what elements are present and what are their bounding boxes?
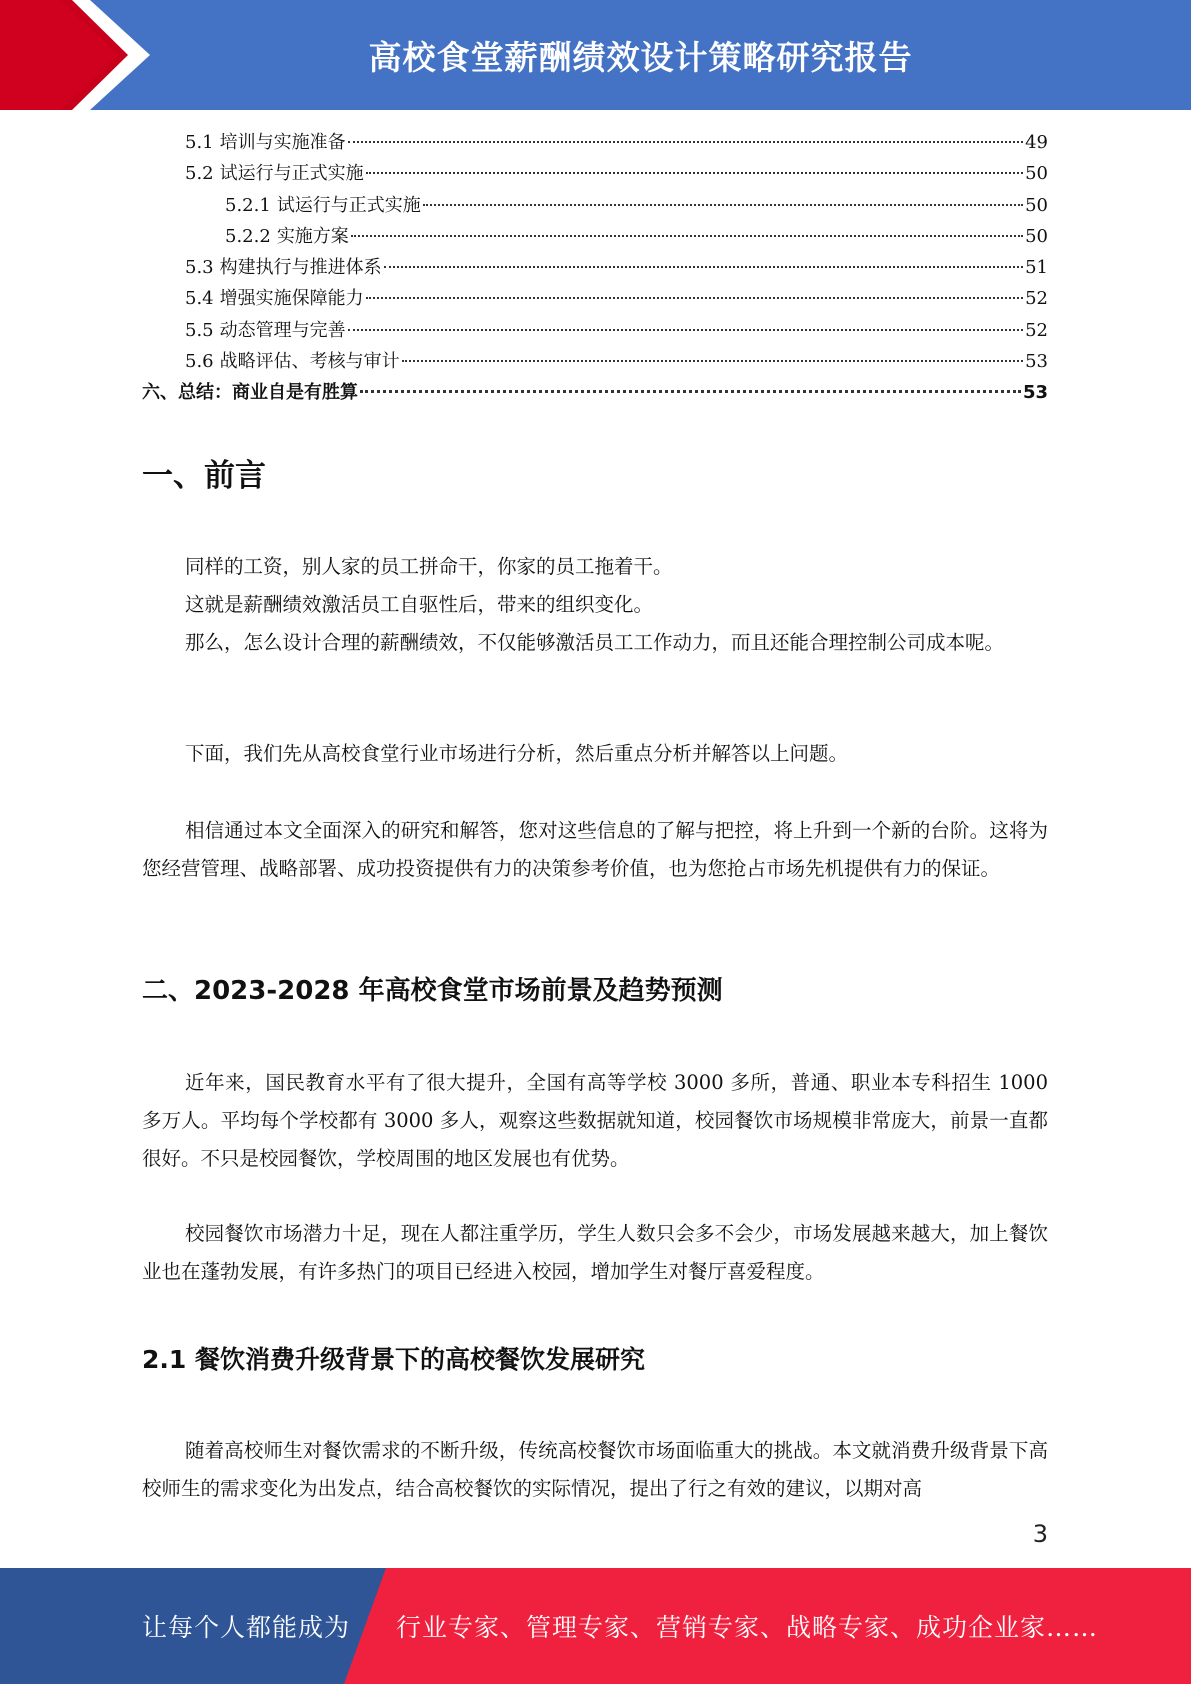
toc-entry-number: 5.5 [185,319,214,341]
toc-entry-number: 5.2 [185,163,214,185]
section-heading-market: 二、2023-2028 年高校食堂市场前景及趋势预测 [142,976,723,1006]
toc-entry-title: 六、总结：商业自是有胜算 [142,382,358,404]
footer-slogan-left: 让每个人都能成为 [142,1613,351,1642]
subsection-heading: 2.1 餐饮消费升级背景下的高校餐饮发展研究 [142,1345,645,1374]
paragraph: 同样的工资，别人家的员工拼命干，你家的员工拖着干。 [185,555,673,578]
toc-dot-leader [366,297,1023,299]
toc-entry[interactable] [142,128,1048,159]
toc-entry-page: 49 [1025,132,1048,153]
page-number: 3 [1032,1520,1048,1548]
footer-slogan-right: 行业专家、管理专家、营销专家、战略专家、成功企业家…… [396,1613,1099,1642]
toc-dot-leader [360,390,1021,393]
paragraph: 这就是薪酬绩效激活员工自驱性后，带来的组织变化。 [185,593,654,616]
toc-entry-title: 构建执行与推进体系 [219,257,382,279]
toc-entry-page: 53 [1022,382,1048,404]
paragraph: 相信通过本文全面深入的研究和解答，您对这些信息的了解与把控，将上升到一个新的台阶。这将为您经营管理、战略部署、成功投资提供有力的决策参考价值，也为您抢占市场先机提供有力的保证。 [142,819,1048,880]
toc-entry-page: 52 [1025,288,1048,310]
toc-entry[interactable] [142,284,1048,315]
toc-entry-title: 试运行与正式实施 [219,163,364,185]
header-red-arrow-decoration [0,0,150,110]
toc-entry-number: 5.2.1 [225,194,271,216]
toc-entry-title: 试运行与正式实施 [276,194,421,216]
toc-entry[interactable] [142,316,1048,347]
toc-entry-title: 培训与实施准备 [219,132,346,153]
page-footer [0,1568,1191,1684]
document-title: 高校食堂薪酬绩效设计策略研究报告 [368,37,913,77]
toc-dot-leader [423,204,1023,206]
paragraph: 那么，怎么设计合理的薪酬绩效，不仅能够激活员工工作动力，而且还能合理控制公司成本呢。 [185,631,1005,654]
toc-entry-number: 5.3 [185,257,214,279]
toc-dot-leader [384,266,1023,268]
toc-entry-page: 50 [1025,163,1048,185]
toc-dot-leader [348,141,1023,143]
paragraph: 随着高校师生对餐饮需求的不断升级，传统高校餐饮市场面临重大的挑战。本文就消费升级背景下高校师生的需求变化为出发点，结合高校餐饮的实际情况，提出了行之有效的建议，以期对高 [142,1439,1048,1500]
toc-entry[interactable] [142,159,1048,190]
paragraph: 校园餐饮市场潜力十足，现在人都注重学历，学生人数只会多不会少，市场发展越来越大，加上餐饮业也在蓬勃发展，有许多热门的项目已经进入校园，增加学生对餐厅喜爱程度。 [142,1222,1048,1283]
section-heading-preface: 一、前言 [142,458,266,494]
toc-dot-leader [351,235,1023,237]
toc-entry[interactable] [142,191,1048,222]
toc-entry[interactable] [142,222,1048,253]
paragraph: 下面，我们先从高校食堂行业市场进行分析，然后重点分析并解答以上问题。 [185,742,849,765]
toc-dot-leader [348,329,1023,331]
table-of-contents [142,128,1048,410]
toc-entry-number: 5.1 [185,132,214,153]
paragraph: 近年来，国民教育水平有了很大提升，全国有高等学校 3000 多所，普通、职业本专科招生 1000 多万人。平均每个学校都有 3000 多人，观察这些数据就知道，校园餐饮市场规模非常庞大，前景一直都很好。不只是校园餐饮，学校周围的地区发展也有优势。 [142,1071,1048,1170]
toc-dot-leader [402,360,1023,362]
toc-entry-page: 52 [1025,319,1048,341]
toc-entry[interactable] [142,378,1048,409]
toc-entry[interactable] [142,347,1048,378]
toc-entry-number: 5.6 [185,351,214,373]
toc-entry-title: 实施方案 [276,225,349,247]
page-header [0,0,1191,110]
toc-entry-page: 50 [1025,194,1048,216]
toc-entry[interactable] [142,253,1048,284]
toc-entry-number: 5.4 [185,288,214,310]
toc-entry-title: 增强实施保障能力 [219,288,364,310]
toc-entry-page: 53 [1025,351,1048,373]
toc-entry-page: 51 [1025,257,1048,279]
toc-entry-number: 5.2.2 [225,225,271,247]
toc-entry-title: 战略评估、考核与审计 [219,351,400,373]
toc-dot-leader [366,172,1023,174]
toc-entry-page: 50 [1025,225,1048,247]
toc-entry-title: 动态管理与完善 [219,319,346,341]
